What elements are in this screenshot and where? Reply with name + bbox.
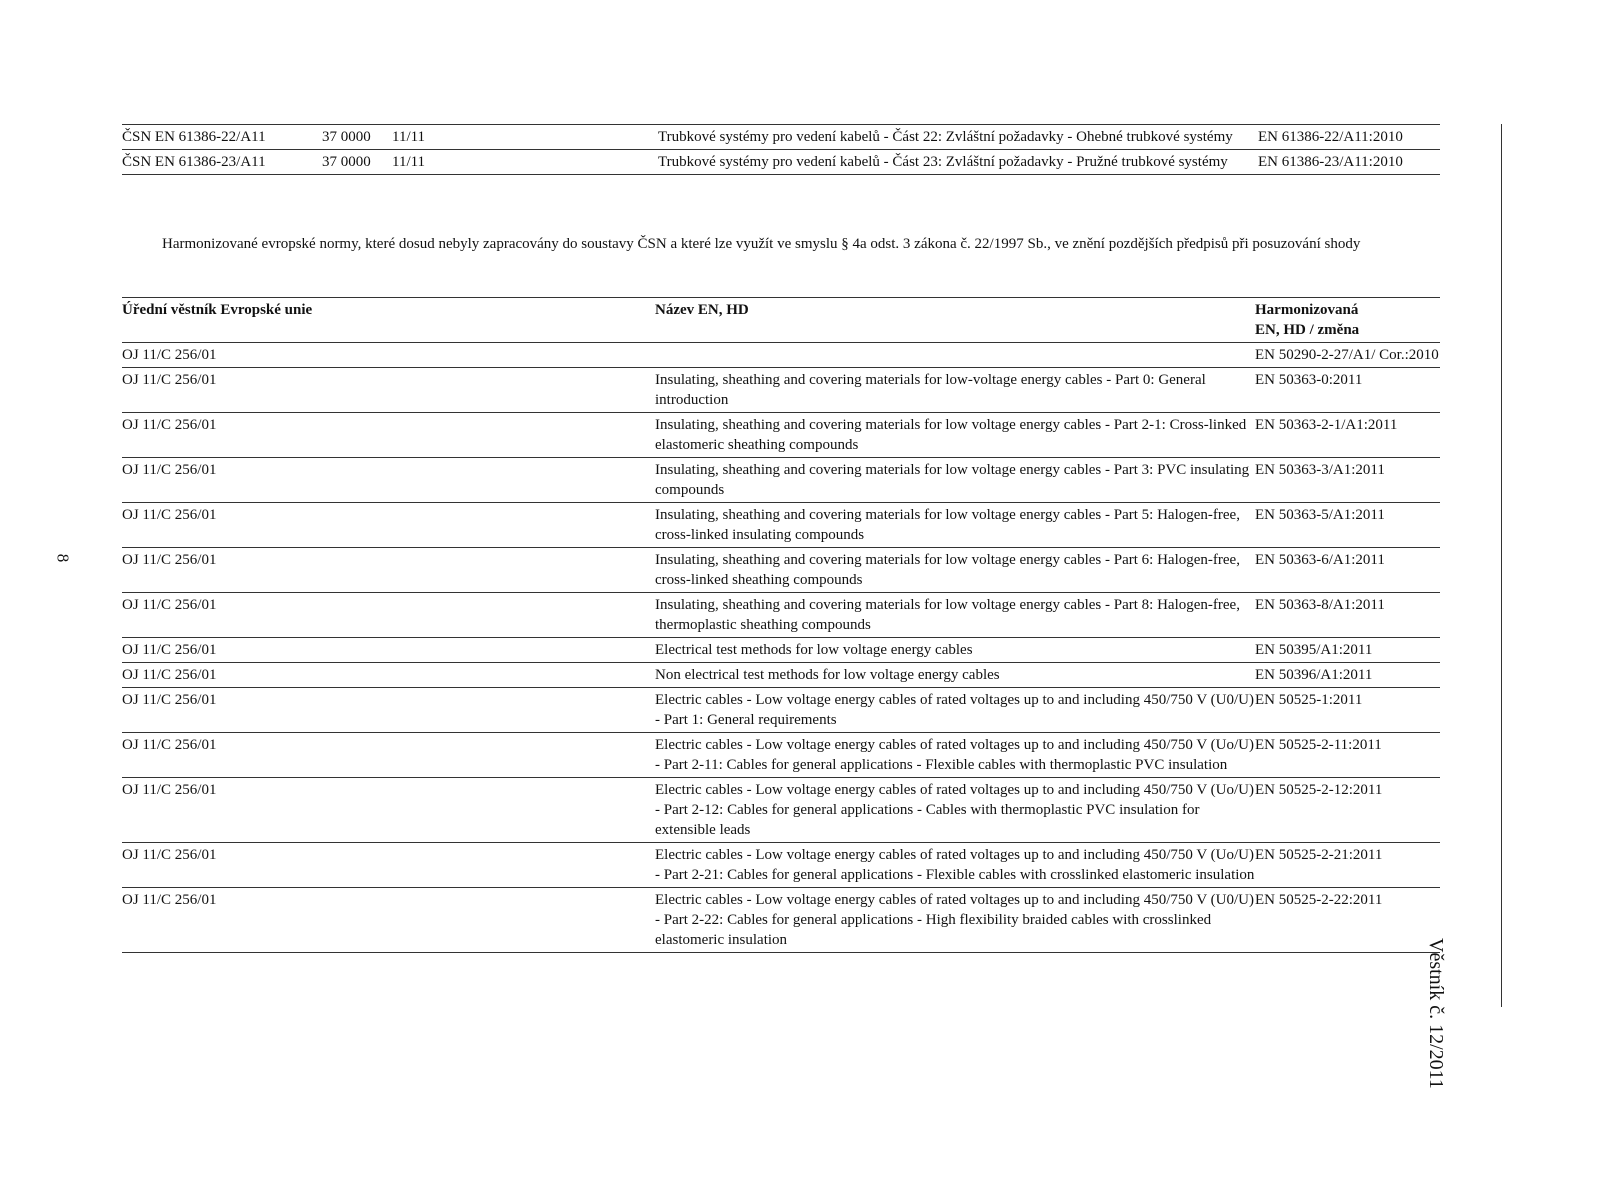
top-standards-table bbox=[122, 124, 1440, 175]
cell-name: Insulating, sheathing and covering materials for low-voltage energy cables - Part 0: General introduction bbox=[655, 368, 1255, 413]
table-row bbox=[122, 888, 1440, 953]
table-row bbox=[122, 150, 1440, 175]
cell-date: 11/11 bbox=[392, 125, 658, 150]
cell-name bbox=[655, 343, 1255, 368]
cell-oj: OJ 11/C 256/01 bbox=[122, 843, 655, 888]
table-row bbox=[122, 343, 1440, 368]
table-row bbox=[122, 368, 1440, 413]
cell-en: EN 50363-3/A1:2011 bbox=[1255, 458, 1440, 503]
cell-en: EN 50525-2-21:2011 bbox=[1255, 843, 1440, 888]
cell-name: Electric cables - Low voltage energy cables of rated voltages up to and including 450/750 V (Uo/U) - Part 2-11: Cables for general applications - Flexible cables with thermoplastic PVC insulation bbox=[655, 733, 1255, 778]
cell-en: EN 50363-8/A1:2011 bbox=[1255, 593, 1440, 638]
header-harmonized bbox=[1255, 298, 1440, 343]
cell-name: Electric cables - Low voltage energy cables of rated voltages up to and including 450/750 V (U0/U) - Part 1: General requirements bbox=[655, 688, 1255, 733]
cell-oj: OJ 11/C 256/01 bbox=[122, 663, 655, 688]
cell-oj: OJ 11/C 256/01 bbox=[122, 503, 655, 548]
cell-name: Electric cables - Low voltage energy cables of rated voltages up to and including 450/750 V (Uo/U) - Part 2-12: Cables for general applications - Cables with thermoplastic PVC insulation for extensible leads bbox=[655, 778, 1255, 843]
cell-name: Insulating, sheathing and covering materials for low voltage energy cables - Part 2-1: Cross-linked elastomeric sheathing compounds bbox=[655, 413, 1255, 458]
table-row bbox=[122, 125, 1440, 150]
cell-name: Insulating, sheathing and covering materials for low voltage energy cables - Part 5: Halogen-free, cross-linked insulating compounds bbox=[655, 503, 1255, 548]
cell-en: EN 61386-23/A11:2010 bbox=[1258, 150, 1440, 175]
cell-oj: OJ 11/C 256/01 bbox=[122, 343, 655, 368]
table-row bbox=[122, 413, 1440, 458]
page-number: 8 bbox=[53, 553, 73, 563]
cell-en: EN 50525-2-12:2011 bbox=[1255, 778, 1440, 843]
harmonized-standards-table bbox=[122, 297, 1440, 953]
header-harmonized-line2: EN, HD / změna bbox=[1255, 322, 1360, 338]
cell-name: Electric cables - Low voltage energy cables of rated voltages up to and including 450/750 V (Uo/U) - Part 2-21: Cables for general applications - Flexible cables with crosslinked elastomeric insulation bbox=[655, 843, 1255, 888]
table-row bbox=[122, 548, 1440, 593]
table-row bbox=[122, 593, 1440, 638]
cell-en: EN 50525-2-22:2011 bbox=[1255, 888, 1440, 953]
table-row bbox=[122, 688, 1440, 733]
table-row bbox=[122, 663, 1440, 688]
cell-name: Electrical test methods for low voltage energy cables bbox=[655, 638, 1255, 663]
cell-en: EN 50525-1:2011 bbox=[1255, 688, 1440, 733]
cell-class: 37 0000 bbox=[322, 150, 392, 175]
cell-oj: OJ 11/C 256/01 bbox=[122, 593, 655, 638]
cell-code: ČSN EN 61386-23/A11 bbox=[122, 150, 322, 175]
cell-oj: OJ 11/C 256/01 bbox=[122, 638, 655, 663]
right-margin-rule bbox=[1501, 124, 1502, 1007]
cell-code: ČSN EN 61386-22/A11 bbox=[122, 125, 322, 150]
header-name: Název EN, HD bbox=[655, 298, 1255, 343]
table-row bbox=[122, 733, 1440, 778]
cell-oj: OJ 11/C 256/01 bbox=[122, 548, 655, 593]
cell-title: Trubkové systémy pro vedení kabelů - Část 23: Zvláštní požadavky - Pružné trubkové systémy bbox=[658, 150, 1258, 175]
cell-en: EN 50363-0:2011 bbox=[1255, 368, 1440, 413]
cell-name: Electric cables - Low voltage energy cables of rated voltages up to and including 450/750 V (U0/U) - Part 2-22: Cables for general applications - High flexibility braided cables with crosslinked elastomeric insulation bbox=[655, 888, 1255, 953]
cell-oj: OJ 11/C 256/01 bbox=[122, 733, 655, 778]
table-row bbox=[122, 843, 1440, 888]
cell-name: Insulating, sheathing and covering materials for low voltage energy cables - Part 3: PVC insulating compounds bbox=[655, 458, 1255, 503]
journal-title: Věstník č. 12/2011 bbox=[1425, 938, 1447, 1089]
cell-en: EN 50363-5/A1:2011 bbox=[1255, 503, 1440, 548]
table-row bbox=[122, 778, 1440, 843]
cell-en: EN 50525-2-11:2011 bbox=[1255, 733, 1440, 778]
cell-oj: OJ 11/C 256/01 bbox=[122, 688, 655, 733]
cell-class: 37 0000 bbox=[322, 125, 392, 150]
table-row bbox=[122, 503, 1440, 548]
table-header-row bbox=[122, 298, 1440, 343]
table-row bbox=[122, 458, 1440, 503]
cell-oj: OJ 11/C 256/01 bbox=[122, 888, 655, 953]
intro-paragraph: Harmonizované evropské normy, které dosud nebyly zapracovány do soustavy ČSN a které lze využít ve smyslu § 4a odst. 3 zákona č. 22/1997 Sb., ve znění pozdějších předpisů při posuzování shody bbox=[162, 236, 1361, 252]
cell-en: EN 61386-22/A11:2010 bbox=[1258, 125, 1440, 150]
cell-oj: OJ 11/C 256/01 bbox=[122, 458, 655, 503]
header-harmonized-line1: Harmonizovaná bbox=[1255, 302, 1359, 318]
cell-oj: OJ 11/C 256/01 bbox=[122, 368, 655, 413]
cell-en: EN 50363-2-1/A1:2011 bbox=[1255, 413, 1440, 458]
cell-name: Non electrical test methods for low voltage energy cables bbox=[655, 663, 1255, 688]
cell-title: Trubkové systémy pro vedení kabelů - Část 22: Zvláštní požadavky - Ohebné trubkové systémy bbox=[658, 125, 1258, 150]
cell-en: EN 50363-6/A1:2011 bbox=[1255, 548, 1440, 593]
cell-name: Insulating, sheathing and covering materials for low voltage energy cables - Part 6: Halogen-free, cross-linked sheathing compounds bbox=[655, 548, 1255, 593]
cell-name: Insulating, sheathing and covering materials for low voltage energy cables - Part 8: Halogen-free, thermoplastic sheathing compounds bbox=[655, 593, 1255, 638]
cell-en: EN 50395/A1:2011 bbox=[1255, 638, 1440, 663]
cell-oj: OJ 11/C 256/01 bbox=[122, 413, 655, 458]
header-journal: Úřední věstník Evropské unie bbox=[122, 298, 655, 343]
cell-en: EN 50290-2-27/A1/ Cor.:2010 bbox=[1255, 343, 1440, 368]
cell-oj: OJ 11/C 256/01 bbox=[122, 778, 655, 843]
table-row bbox=[122, 638, 1440, 663]
cell-date: 11/11 bbox=[392, 150, 658, 175]
cell-en: EN 50396/A1:2011 bbox=[1255, 663, 1440, 688]
